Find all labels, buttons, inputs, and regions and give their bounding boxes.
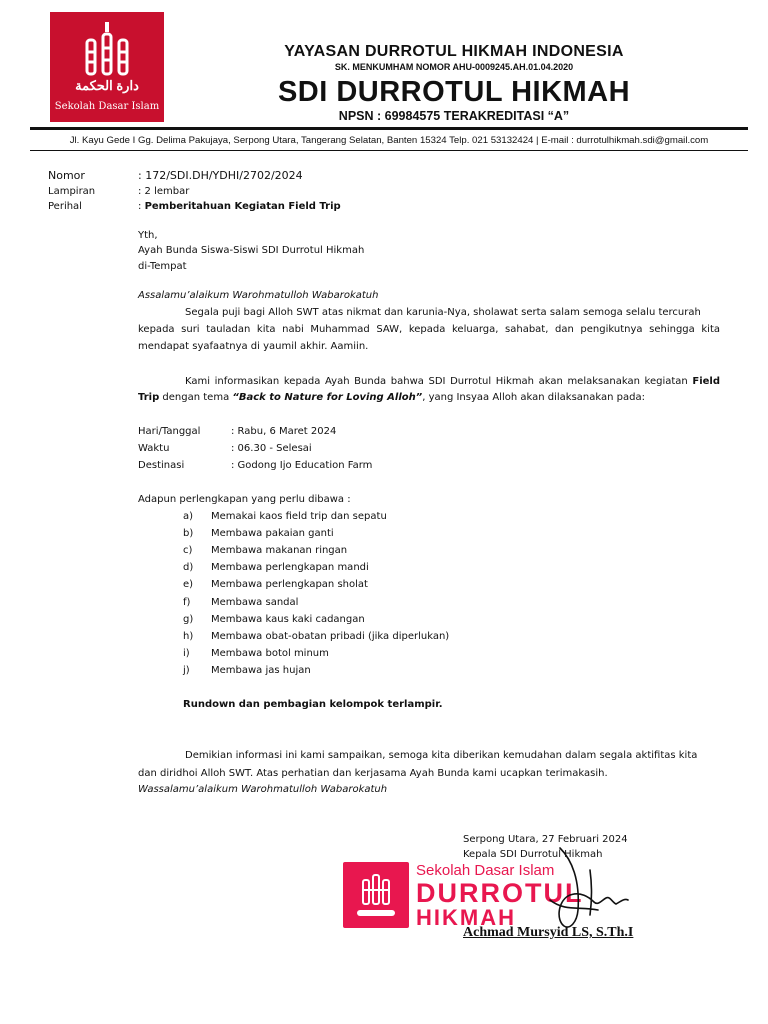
list-item: Memakai kaos field trip dan sepatu <box>211 511 387 522</box>
equipment-intro: Adapun perlengkapan yang perlu dibawa : <box>138 494 351 505</box>
perihal-value: Pemberitahuan Kegiatan Field Trip <box>144 201 341 212</box>
lampiran-value: : 2 lembar <box>138 186 190 197</box>
logo-arabic-text: دارة الحكمة <box>75 78 139 93</box>
signature-position: Kepala SDI Durrotul Hikmah <box>463 849 603 860</box>
closing-line-1: Demikian informasi ini kami sampaikan, semoga kita diberikan kemudahan dalam segala aktifitas kita <box>185 750 698 761</box>
para2-text-f: , yang Insyaa Alloh akan dilaksanakan pada: <box>422 392 645 403</box>
handwritten-signature <box>520 840 640 935</box>
perihal-label: Perihal <box>48 201 82 212</box>
recipient-yth: Yth, <box>138 230 158 241</box>
paragraph-1-line-3: mendapat syafaatnya di yaumil akhir. Aamiin. <box>138 341 369 352</box>
list-letter: c) <box>183 545 193 556</box>
list-item: Membawa jas hujan <box>211 665 311 676</box>
tower-emblem-icon <box>343 862 409 928</box>
list-letter: i) <box>183 648 190 659</box>
para2-text-a: Kami informasikan kepada Ayah Bunda bahwa SDI Durrotul Hikmah akan melaksanakan kegiatan <box>185 376 693 387</box>
nomor-value: : 172/SDI.DH/YDHI/2702/2024 <box>138 169 303 182</box>
tower-emblem-icon <box>50 12 164 82</box>
sk-number: SK. MENKUMHAM NOMOR AHU-0009245.AH.01.04.2020 <box>334 62 574 72</box>
list-item: Membawa obat-obatan pribadi (jika diperlukan) <box>211 631 450 642</box>
list-item: Membawa botol minum <box>211 648 329 659</box>
stamp-text-line-1: Sekolah Dasar Islam <box>416 862 555 879</box>
recipient-place: di-Tempat <box>138 261 187 272</box>
list-item: Membawa kaus kaki cadangan <box>211 614 365 625</box>
para2-theme: “Back to Nature for Loving Alloh” <box>232 392 423 403</box>
list-item: Membawa sandal <box>211 597 299 608</box>
address-divider <box>30 150 748 151</box>
signature-place-date: Serpong Utara, 27 Februari 2024 <box>463 834 628 845</box>
stamp-logo <box>343 862 409 928</box>
list-letter: b) <box>183 528 194 539</box>
list-letter: a) <box>183 511 194 522</box>
school-logo <box>50 12 164 122</box>
perihal-colon: : <box>138 201 145 212</box>
perihal-value-line <box>138 198 341 215</box>
lampiran-label: Lampiran <box>48 186 96 197</box>
list-letter: h) <box>183 631 194 642</box>
list-item: Membawa perlengkapan mandi <box>211 562 369 573</box>
closing-line-2: dan diridhoi Alloh SWT. Atas perhatian dan kerjasama Ayah Bunda kami ucapkan terimakasih. <box>138 768 608 779</box>
para2-trip: Trip <box>138 392 160 403</box>
paragraph-2-line-2 <box>138 389 645 406</box>
npsn-accreditation: NPSN : 69984575 TERAKREDITASI “A” <box>338 109 570 123</box>
para2-field: Field <box>692 376 720 387</box>
logo-caption: Sekolah Dasar Islam <box>54 101 160 112</box>
list-letter: d) <box>183 562 194 573</box>
para2-text-d: dengan tema <box>159 392 233 403</box>
list-item: Membawa perlengkapan sholat <box>211 579 368 590</box>
schedule-time-value: : 06.30 - Selesai <box>231 443 312 454</box>
opening-greeting: Assalamu’alaikum Warohmatulloh Wabarokatuh <box>138 290 379 301</box>
schedule-destination-label: Destinasi <box>138 460 185 471</box>
school-address: Jl. Kayu Gede I Gg. Delima Pakujaya, Serpong Utara, Tangerang Selatan, Banten 15324 Telp. 021 53132424 | E-mail : durrotulhikmah.sdi@gmail.com <box>69 135 709 146</box>
school-name: SDI DURROTUL HIKMAH <box>277 76 631 108</box>
list-letter: g) <box>183 614 194 625</box>
list-item: Membawa pakaian ganti <box>211 528 334 539</box>
schedule-day-label: Hari/Tanggal <box>138 426 201 437</box>
stamp-text-line-2: DURROTUL <box>416 878 584 908</box>
list-letter: j) <box>183 665 190 676</box>
header-divider <box>30 127 748 130</box>
list-letter: e) <box>183 579 194 590</box>
paragraph-2-line-1 <box>185 373 720 390</box>
list-letter: f) <box>183 597 191 608</box>
list-item: Membawa makanan ringan <box>211 545 348 556</box>
schedule-destination-value: : Godong Ijo Education Farm <box>231 460 373 471</box>
stamp-text-line-3: HIKMAH <box>416 905 516 930</box>
recipient-name: Ayah Bunda Siswa-Siswi SDI Durrotul Hikmah <box>138 245 365 256</box>
signatory-name: Achmad Mursyid LS, S.Th.I <box>463 925 634 940</box>
nomor-label: Nomor <box>48 169 85 182</box>
foundation-name: YAYASAN DURROTUL HIKMAH INDONESIA <box>284 43 624 60</box>
rundown-note: Rundown dan pembagian kelompok terlampir. <box>183 699 443 710</box>
schedule-time-label: Waktu <box>138 443 170 454</box>
closing-greeting: Wassalamu’alaikum Warohmatulloh Wabarokatuh <box>138 784 388 795</box>
paragraph-1-line-2: kepada suri tauladan kita nabi Muhammad SAW, kepada keluarga, sahabat, dan pengikutnya sehingga kita <box>138 324 720 335</box>
schedule-day-value: : Rabu, 6 Maret 2024 <box>231 426 337 437</box>
paragraph-1-line-1: Segala puji bagi Alloh SWT atas nikmat dan karunia-Nya, sholawat serta salam semoga selalu tercurah <box>185 307 701 318</box>
